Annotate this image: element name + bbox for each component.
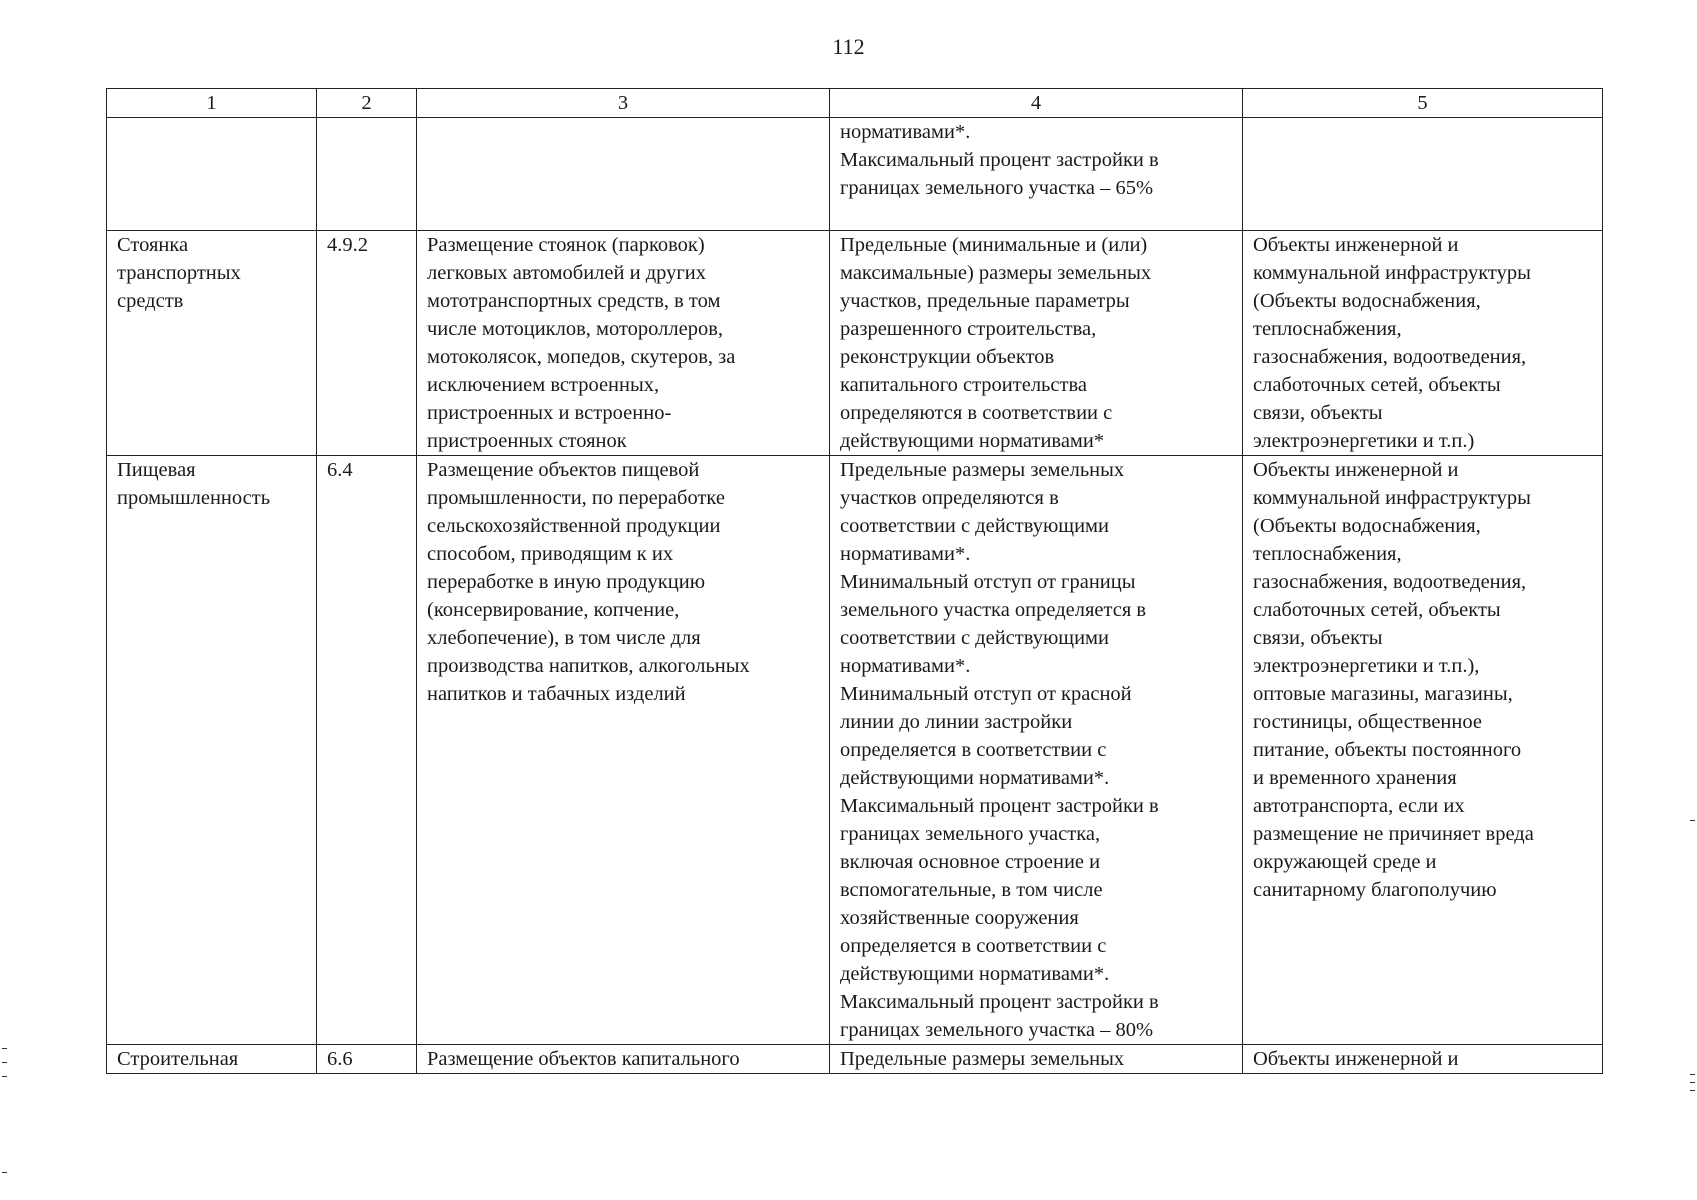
land-use-code-cell: 6.6 [317,1045,417,1074]
auxiliary-uses-cell: Объекты инженерной и [1243,1045,1603,1074]
land-use-name-cell: Строительная [107,1045,317,1074]
parameters-cell: Предельные размеры земельных участков определяются в соответствии с действующими нормативами*. Минимальный отступ от границы земельного участка определяется в соответствии с действующими нормативами*. Минимальный отступ от красной линии до линии застройки определяется в соответствии с действующими нормативами*. Максимальный процент застройки в границах земельного участка, включая основное строение и вспомогательные, в том числе хозяйственные сооружения определяется в соответствии с действующими нормативами*. Максимальный процент застройки в границах земельного участка – 80% [830,456,1243,1045]
scan-margin-mark [2,1062,7,1063]
description-cell [417,118,830,231]
land-use-table [106,88,1603,1074]
scan-margin-mark [2,1076,7,1077]
land-use-name-cell: Пищевая промышленность [107,456,317,1045]
column-header: 2 [317,89,417,118]
page-number: 112 [832,34,865,59]
auxiliary-uses-cell [1243,118,1603,231]
land-use-name-cell: Стоянка транспортных средств [107,231,317,456]
table-row [107,231,1603,456]
parameters-cell: нормативами*. Максимальный процент застройки в границах земельного участка – 65% [830,118,1243,231]
scan-margin-mark [1690,820,1695,821]
land-use-code-cell: 6.4 [317,456,417,1045]
scan-margin-mark [1690,1090,1695,1091]
parameters-cell: Предельные размеры земельных [830,1045,1243,1074]
parameters-cell: Предельные (минимальные и (или) максимальные) размеры земельных участков, предельные параметры разрешенного строительства, реконструкции объектов капитального строительства определяются в соответствии с действующими нормативами* [830,231,1243,456]
auxiliary-uses-cell: Объекты инженерной и коммунальной инфраструктуры (Объекты водоснабжения, теплоснабжения, газоснабжения, водоотведения, слаботочных сетей, объекты связи, объекты электроэнергетики и т.п.), оптовые магазины, магазины, гостиницы, общественное питание, объекты постоянного и временного хранения автотранспорта, если их размещение не причиняет вреда окружающей среде и санитарному благополучию [1243,456,1603,1045]
column-header: 4 [830,89,1243,118]
scan-margin-mark [2,1048,7,1049]
column-header: 5 [1243,89,1603,118]
table-row [107,1045,1603,1074]
description-cell: Размещение стоянок (парковок) легковых автомобилей и других мототранспортных средств, в том числе мотоциклов, мотороллеров, мотоколясок, мопедов, скутеров, за исключением встроенных, пристроенных и встроенно- пристроенных стоянок [417,231,830,456]
scan-margin-mark [2,1172,7,1173]
table-row [107,456,1603,1045]
table-header-row [107,89,1603,118]
column-header: 1 [107,89,317,118]
column-header: 3 [417,89,830,118]
description-cell: Размещение объектов пищевой промышленности, по переработке сельскохозяйственной продукции способом, приводящим к их переработке в иную продукцию (консервирование, копчение, хлебопечение), в том числе для производства напитков, алкогольных напитков и табачных изделий [417,456,830,1045]
land-use-code-cell: 4.9.2 [317,231,417,456]
auxiliary-uses-cell: Объекты инженерной и коммунальной инфраструктуры (Объекты водоснабжения, теплоснабжения, газоснабжения, водоотведения, слаботочных сетей, объекты связи, объекты электроэнергетики и т.п.) [1243,231,1603,456]
table-row [107,118,1603,231]
scan-margin-mark [1690,1082,1695,1083]
scan-margin-mark [1690,1074,1695,1075]
land-use-code-cell [317,118,417,231]
land-use-name-cell [107,118,317,231]
description-cell: Размещение объектов капитального [417,1045,830,1074]
